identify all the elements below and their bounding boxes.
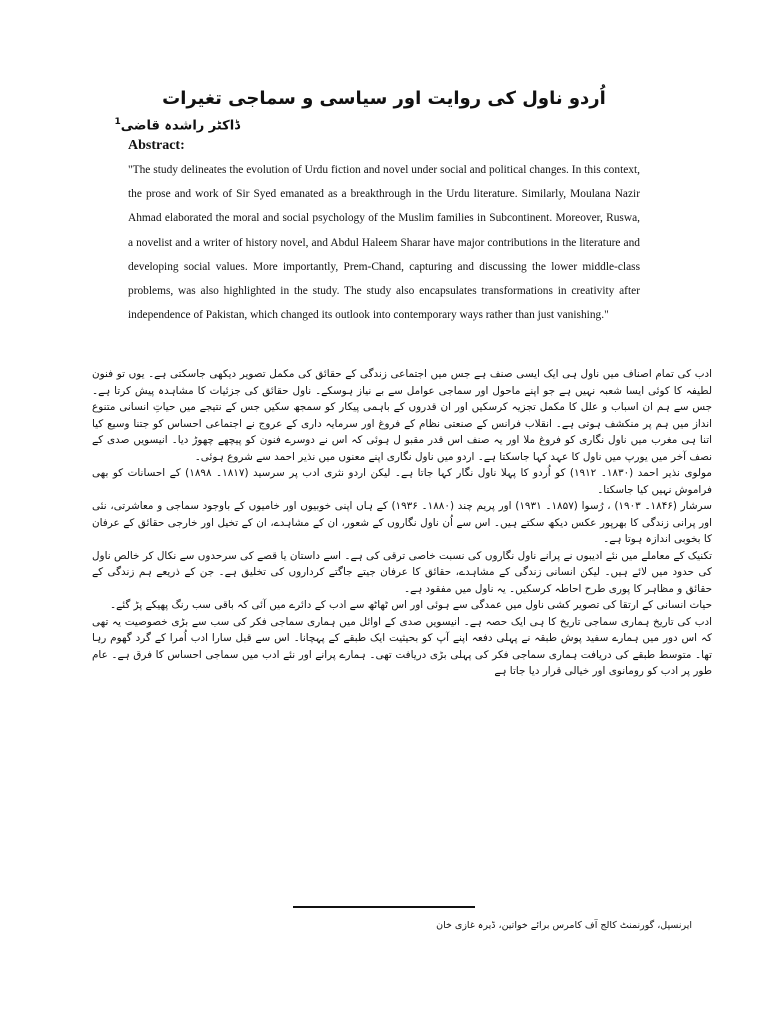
author-footnote-mark: 1 [114, 117, 121, 127]
urdu-body-text [92, 366, 712, 680]
body-paragraph: ادب کی تمام اصناف میں ناول ہی ایک ایسی صنف ہے جس میں اجتماعی زندگی کے حقائق کی مکمل تصویر دیکھی جاسکتی ہے۔ یوں تو فنون لطیفہ کا کوئی ایسا شعبہ نہیں ہے جو اپنے ماحول اور سماجی عوامل سے بے نیاز ہوسکے۔ ناول حقائق کی جزئیات کا مشاہدہ پیش کرتا ہے۔ جس سے ہم ان اسباب و علل کا مکمل تجزیہ کرسکیں اور ان قدروں کے باہمی پیکار کو سمجھ سکیں جس کے نتیجے میں حیاتِ انسانی متنوع انداز میں ہم پر منکشف ہوتی ہے۔ انقلاب فرانس کے صنعتی نظام کے فروغ اور سرمایہ داری کے عروج نے اجتماعی احساس کو جتنا وسیع کیا اتنا ہی مغرب میں ناول نگاری کو فروغ ملا اور یہ صنف اس قدر مقبو ل ہوئی کہ اس نے دوسرے فنون کو پیچھے چھوڑ دیا۔ انیسویں صدی کے نصف آخر میں یورپ میں ناول کا عہد کہا جاسکتا ہے۔ اردو میں ناول نگاری اپنے معنوں میں نذیر احمد سے شروع ہوئی۔ [92, 368, 712, 463]
abstract-heading: Abstract: [128, 138, 185, 153]
abstract-text: "The study delineates the evolution of Urdu fiction and novel under social and political changes. In this context, the prose and work of Sir Syed emanated as a breakthrough in the Urdu literature. Similarly, Moulana Nazir Ahmad elaborated the moral and social psychology of the Muslim families in Subcontinent. Moreover, Ruswa, a novelist and a writer of history novel, and Abdul Haleem Sharar have major contributions in the literature and developing social values. More importantly, Prem-Chand, capturing and discussing the lower middle-class problems, was also highlighted in the study. The study also encapsulates transformations in creativity after independence of Pakistan, which changed its outlook into contemporary ways rather than just vanishing." [128, 164, 640, 322]
body-paragraph: مولوی نذیر احمد (۱۸۳۰۔ ۱۹۱۲) کو اُردو کا پہلا ناول نگار کہا جاتا ہے۔ لیکن اردو نثری ادب پر سرسید (۱۸۱۷۔ ۱۸۹۸) کے احسانات کو بھی فراموش نہیں کیا جاسکتا۔ [92, 467, 712, 496]
body-paragraph: حیات انسانی کے ارتقا کی تصویر کشی ناول میں عمدگی سے ہوئی اور اس ٹھاٹھ سے ادب کے دائرے میں آئی کہ باقی سب رنگ پھیکے پڑ گئے۔ [110, 599, 712, 611]
author-line [40, 117, 240, 133]
author-name: ڈاکٹر راشدہ قاضی [120, 118, 240, 134]
body-paragraph: ادب کی تاریخ ہماری سماجی تاریخ کا ہی ایک حصہ ہے۔ انیسویں صدی کے اوائل میں ہماری سماجی فکر کی سب سے بڑی خصوصیت یہ تھی کہ اس دور میں ہمارے سفید پوش طبقہ نے پہلی دفعہ اپنے آپ کو بحیثیت ایک طبقے کے پہچانا۔ اس سے قبل سارا ادب اُمرا کے گرد گھوم رہا تھا۔ متوسط طبقے کی دریافت ہماری سماجی فکر کی پہلی بڑی دریافت تھی۔ ہمارے پرانے اور نئے ادب میں سماجی احساس کا فرق ہے۔ عام طور پر ادب کو رومانوی اور خیالی قرار دیا جاتا ہے [92, 615, 712, 677]
body-paragraph: تکنیک کے معاملے میں نئے ادیبوں نے پرانے ناول نگاروں کی نسبت خاصی ترقی کی ہے۔ اسے داستان یا قصے کی سرحدوں سے نکال کر خالص ناول کی حدود میں لائے ہیں۔ لیکن انسانی زندگی کے مشاہدے، حقائق کا عرفان جیتے جاگتے کرداروں کی تخلیق ہے۔ جن کے ذریعے ہم زندگی کے حقائق و مظاہر کا پوری طرح احاطہ کرسکیں۔ یہ ناول میں مفقود ہے۔ [92, 549, 712, 595]
footnote-text: ایرنسپل، گورنمنٹ کالج آف کامرس برائے خواتین، ڈیرہ غازی خان [436, 920, 692, 931]
body-paragraph: سرشار (۱۸۴۶۔ ۱۹۰۳) ، رُسوا (۱۸۵۷۔ ۱۹۳۱) اور پریم چند (۱۸۸۰۔ ۱۹۳۶) کے ہاں اپنی خوبیوں اور خامیوں کے باوجود سماجی و معاشرتی، نئی اور پرانی زندگی کا بھرپور عکس دیکھ سکتے ہیں۔ اس سے اُن ناول نگاروں کے شعور، ان کے مشاہدے، ان کے تخیل اور خارجی حقائق کے عرفان کا بخوبی اندازہ ہوتا ہے۔ [92, 500, 712, 545]
article-title: اُردو ناول کی روایت اور سیاسی و سماجی تغیرات [162, 88, 606, 109]
footnote-divider [293, 906, 475, 908]
